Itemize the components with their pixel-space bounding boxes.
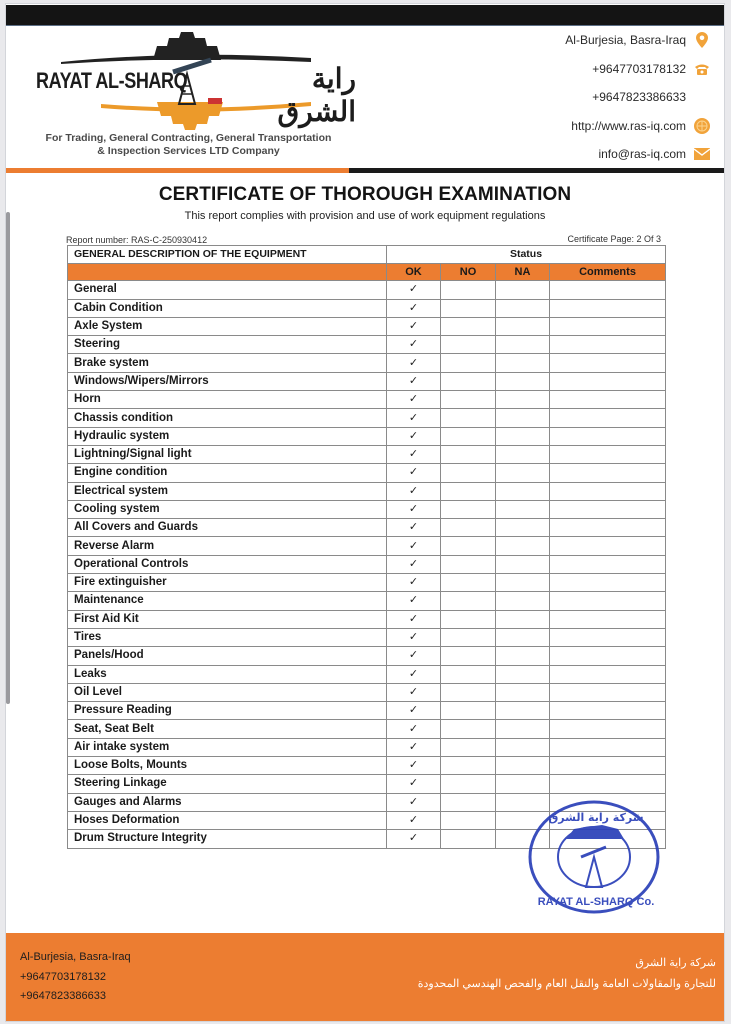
na-cell xyxy=(496,519,550,537)
no-cell xyxy=(441,445,496,463)
document-page xyxy=(5,3,725,1022)
email-text[interactable]: info@ras-iq.com xyxy=(598,147,686,162)
na-cell xyxy=(496,610,550,628)
no-cell xyxy=(441,647,496,665)
table-row xyxy=(68,427,666,445)
na-cell xyxy=(496,336,550,354)
no-cell xyxy=(441,610,496,628)
description-column-header: GENERAL DESCRIPTION OF THE EQUIPMENT xyxy=(68,246,387,264)
ok-cell: ✓ xyxy=(387,317,441,335)
comments-cell xyxy=(550,482,666,500)
phone-2-text[interactable]: +9647823386633 xyxy=(592,90,686,105)
item-description-cell: General xyxy=(68,281,387,299)
ok-column-header: OK xyxy=(387,264,441,281)
ok-cell: ✓ xyxy=(387,500,441,518)
item-description-cell: Drum Structure Integrity xyxy=(68,830,387,848)
tagline-line-1: For Trading, General Contracting, General Transportation xyxy=(45,132,332,144)
na-cell xyxy=(496,592,550,610)
item-description-cell: Loose Bolts, Mounts xyxy=(68,757,387,775)
na-cell xyxy=(496,720,550,738)
table-row xyxy=(68,702,666,720)
item-description-cell: Operational Controls xyxy=(68,555,387,573)
comments-cell xyxy=(550,775,666,793)
table-row xyxy=(68,592,666,610)
comments-cell xyxy=(550,299,666,317)
na-cell xyxy=(496,628,550,646)
item-description-cell: Pressure Reading xyxy=(68,702,387,720)
envelope-icon xyxy=(694,146,710,162)
footer-phone-1: +9647703178132 xyxy=(20,970,106,983)
na-cell xyxy=(496,317,550,335)
comments-cell xyxy=(550,738,666,756)
item-description-cell: Electrical system xyxy=(68,482,387,500)
na-cell xyxy=(496,775,550,793)
no-cell xyxy=(441,757,496,775)
item-description-cell: Horn xyxy=(68,391,387,409)
item-description-cell: Chassis condition xyxy=(68,409,387,427)
item-description-cell: Cooling system xyxy=(68,500,387,518)
company-stamp xyxy=(526,799,671,914)
comments-cell xyxy=(550,500,666,518)
footer-address: Al-Burjesia, Basra-Iraq xyxy=(20,951,131,963)
item-description-cell: Engine condition xyxy=(68,464,387,482)
table-row xyxy=(68,537,666,555)
comments-cell xyxy=(550,683,666,701)
comments-column-header: Comments xyxy=(550,264,666,281)
no-cell xyxy=(441,665,496,683)
item-description-cell: Leaks xyxy=(68,665,387,683)
item-description-cell: Maintenance xyxy=(68,592,387,610)
ok-cell: ✓ xyxy=(387,281,441,299)
table-row xyxy=(68,628,666,646)
no-cell xyxy=(441,354,496,372)
certificate-subtitle: This report complies with provision and use of work equipment regulations xyxy=(184,210,546,222)
contact-email xyxy=(450,140,710,169)
ok-cell: ✓ xyxy=(387,738,441,756)
table-row xyxy=(68,445,666,463)
no-cell xyxy=(441,500,496,518)
na-column-header: NA xyxy=(496,264,550,281)
comments-cell xyxy=(550,702,666,720)
item-description-cell: Hoses Deformation xyxy=(68,811,387,829)
comments-cell xyxy=(550,519,666,537)
table-row xyxy=(68,574,666,592)
ok-cell: ✓ xyxy=(387,592,441,610)
ok-cell: ✓ xyxy=(387,647,441,665)
no-cell xyxy=(441,409,496,427)
item-description-cell: Gauges and Alarms xyxy=(68,793,387,811)
certificate-title: CERTIFICATE OF THOROUGH EXAMINATION xyxy=(158,184,572,205)
footer-phone-2: +9647823386633 xyxy=(20,990,106,1002)
no-cell xyxy=(441,537,496,555)
examination-table xyxy=(67,245,666,849)
comments-cell xyxy=(550,281,666,299)
report-number: Report number: RAS-C-250930412 xyxy=(66,235,208,245)
location-pin-icon xyxy=(694,32,710,48)
table-row xyxy=(68,500,666,518)
no-cell xyxy=(441,299,496,317)
no-cell xyxy=(441,628,496,646)
table-row xyxy=(68,317,666,335)
na-cell xyxy=(496,464,550,482)
table-row xyxy=(68,555,666,573)
table-row xyxy=(68,464,666,482)
item-description-cell: Brake system xyxy=(68,354,387,372)
no-cell xyxy=(441,592,496,610)
status-column-header: Status xyxy=(387,246,666,264)
contact-phone-2 xyxy=(450,83,710,112)
item-description-cell: Steering Linkage xyxy=(68,775,387,793)
table-row xyxy=(68,336,666,354)
contact-address xyxy=(450,26,710,55)
company-tagline xyxy=(36,132,341,158)
header-black-bar xyxy=(6,5,724,26)
no-cell xyxy=(441,391,496,409)
ok-cell: ✓ xyxy=(387,409,441,427)
no-column-header: NO xyxy=(441,264,496,281)
comments-cell xyxy=(550,427,666,445)
ok-cell: ✓ xyxy=(387,665,441,683)
tagline-line-2: & Inspection Services LTD Company xyxy=(97,145,280,157)
ok-cell: ✓ xyxy=(387,628,441,646)
comments-cell xyxy=(550,665,666,683)
item-description-cell: Steering xyxy=(68,336,387,354)
ok-cell: ✓ xyxy=(387,445,441,463)
table-row xyxy=(68,757,666,775)
table-row xyxy=(68,647,666,665)
comments-cell xyxy=(550,647,666,665)
na-cell xyxy=(496,683,550,701)
comments-cell xyxy=(550,336,666,354)
website-text[interactable]: http://www.ras-iq.com xyxy=(571,118,686,133)
ok-cell: ✓ xyxy=(387,793,441,811)
header-separator-line xyxy=(6,168,724,173)
table-row xyxy=(68,665,666,683)
na-cell xyxy=(496,647,550,665)
na-cell xyxy=(496,427,550,445)
logo-wordmark-english: RAYAT AL-SHARQ xyxy=(36,68,188,93)
ok-cell: ✓ xyxy=(387,775,441,793)
comments-cell xyxy=(550,464,666,482)
item-description-cell: Cabin Condition xyxy=(68,299,387,317)
na-cell xyxy=(496,299,550,317)
ok-cell: ✓ xyxy=(387,811,441,829)
item-description-cell: Oil Level xyxy=(68,683,387,701)
item-description-cell: Windows/Wipers/Mirrors xyxy=(68,372,387,390)
contact-phone-1 xyxy=(450,55,710,84)
ok-cell: ✓ xyxy=(387,610,441,628)
no-cell xyxy=(441,683,496,701)
na-cell xyxy=(496,574,550,592)
comments-cell xyxy=(550,720,666,738)
no-cell xyxy=(441,372,496,390)
ok-cell: ✓ xyxy=(387,482,441,500)
table-row xyxy=(68,775,666,793)
no-cell xyxy=(441,464,496,482)
no-cell xyxy=(441,702,496,720)
no-cell xyxy=(441,775,496,793)
no-cell xyxy=(441,336,496,354)
no-cell xyxy=(441,482,496,500)
na-cell xyxy=(496,354,550,372)
item-description-cell: Hydraulic system xyxy=(68,427,387,445)
footer-contact-block xyxy=(20,948,131,1007)
item-description-cell: First Aid Kit xyxy=(68,610,387,628)
na-cell xyxy=(496,372,550,390)
ok-cell: ✓ xyxy=(387,299,441,317)
comments-cell xyxy=(550,757,666,775)
logo-wordmark-arabic: راية الشرق xyxy=(277,63,356,127)
item-description-cell: Seat, Seat Belt xyxy=(68,720,387,738)
table-row xyxy=(68,720,666,738)
ok-cell: ✓ xyxy=(387,336,441,354)
comments-cell xyxy=(550,409,666,427)
footer-arabic-block xyxy=(418,953,716,995)
no-cell xyxy=(441,519,496,537)
na-cell xyxy=(496,555,550,573)
item-description-cell: Fire extinguisher xyxy=(68,574,387,592)
ok-cell: ✓ xyxy=(387,354,441,372)
na-cell xyxy=(496,500,550,518)
no-cell xyxy=(441,317,496,335)
item-description-cell: Air intake system xyxy=(68,738,387,756)
table-row xyxy=(68,482,666,500)
table-row xyxy=(68,409,666,427)
comments-cell xyxy=(550,391,666,409)
ok-cell: ✓ xyxy=(387,537,441,555)
status-subheader-row xyxy=(68,264,666,281)
footer-arabic-description: للتجارة والمقاولات العامة والنقل العام والفحص الهندسي المحدودة xyxy=(417,978,716,990)
ok-cell: ✓ xyxy=(387,519,441,537)
na-cell xyxy=(496,281,550,299)
globe-icon xyxy=(694,118,710,134)
table-row xyxy=(68,738,666,756)
comments-cell xyxy=(550,317,666,335)
comments-cell xyxy=(550,445,666,463)
na-cell xyxy=(496,738,550,756)
no-cell xyxy=(441,427,496,445)
page-footer xyxy=(6,933,724,1022)
phone-1-text[interactable]: +9647703178132 xyxy=(592,61,686,76)
na-cell xyxy=(496,409,550,427)
na-cell xyxy=(496,445,550,463)
blank-subheader-cell xyxy=(68,264,387,281)
comments-cell xyxy=(550,610,666,628)
comments-cell xyxy=(550,574,666,592)
comments-cell xyxy=(550,555,666,573)
contact-website xyxy=(450,112,710,141)
footer-arabic-company-name: شركة راية الشرق xyxy=(635,957,716,969)
no-cell xyxy=(441,555,496,573)
ok-cell: ✓ xyxy=(387,720,441,738)
comments-cell xyxy=(550,592,666,610)
contact-block xyxy=(450,26,710,169)
table-row xyxy=(68,281,666,299)
vertical-scrollbar[interactable] xyxy=(6,212,10,704)
stamp-arabic-text: شركة راية الشرق xyxy=(548,811,644,824)
ok-cell: ✓ xyxy=(387,427,441,445)
item-description-cell: Lightning/Signal light xyxy=(68,445,387,463)
no-cell xyxy=(441,574,496,592)
table-row xyxy=(68,299,666,317)
ok-cell: ✓ xyxy=(387,464,441,482)
no-cell xyxy=(441,811,496,829)
item-description-cell: Reverse Alarm xyxy=(68,537,387,555)
ok-cell: ✓ xyxy=(387,830,441,848)
comments-cell xyxy=(550,354,666,372)
item-description-cell: Tires xyxy=(68,628,387,646)
table-row xyxy=(68,683,666,701)
telephone-icon xyxy=(694,61,710,77)
company-logo xyxy=(26,32,356,162)
item-description-cell: Panels/Hood xyxy=(68,647,387,665)
ok-cell: ✓ xyxy=(387,574,441,592)
table-row xyxy=(68,391,666,409)
item-description-cell: Axle System xyxy=(68,317,387,335)
ok-cell: ✓ xyxy=(387,391,441,409)
na-cell xyxy=(496,537,550,555)
table-row xyxy=(68,354,666,372)
comments-cell xyxy=(550,537,666,555)
na-cell xyxy=(496,702,550,720)
ok-cell: ✓ xyxy=(387,702,441,720)
no-cell xyxy=(441,281,496,299)
ok-cell: ✓ xyxy=(387,555,441,573)
no-cell xyxy=(441,830,496,848)
ok-cell: ✓ xyxy=(387,757,441,775)
address-text: Al-Burjesia, Basra-Iraq xyxy=(565,33,686,48)
comments-cell xyxy=(550,628,666,646)
table-row xyxy=(68,519,666,537)
no-cell xyxy=(441,793,496,811)
certificate-page-number: Certificate Page: 2 Of 3 xyxy=(567,234,661,244)
no-cell xyxy=(441,720,496,738)
ok-cell: ✓ xyxy=(387,372,441,390)
na-cell xyxy=(496,665,550,683)
na-cell xyxy=(496,482,550,500)
na-cell xyxy=(496,757,550,775)
stamp-english-text: RAYAT AL-SHARQ Co. xyxy=(537,896,655,908)
ok-cell: ✓ xyxy=(387,683,441,701)
table-row xyxy=(68,372,666,390)
no-cell xyxy=(441,738,496,756)
na-cell xyxy=(496,391,550,409)
item-description-cell: All Covers and Guards xyxy=(68,519,387,537)
table-row xyxy=(68,610,666,628)
comments-cell xyxy=(550,372,666,390)
